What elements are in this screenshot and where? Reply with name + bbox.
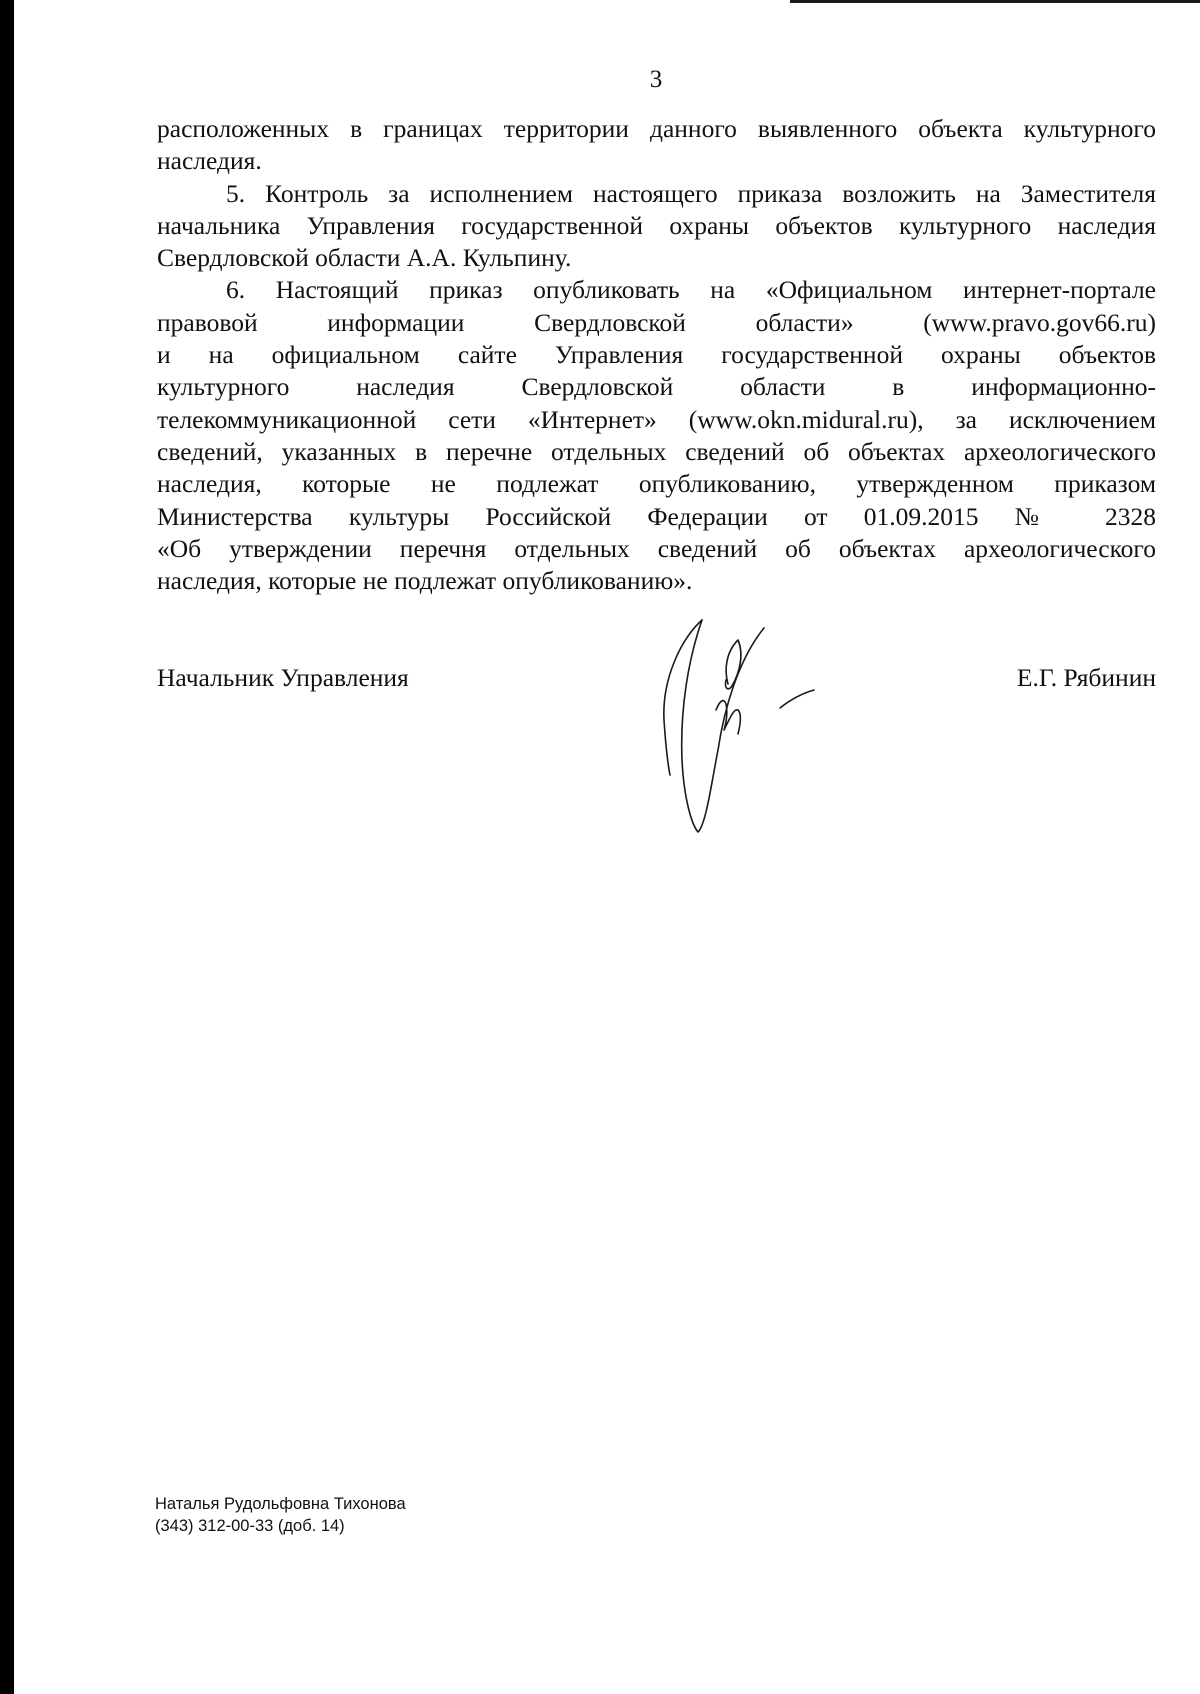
scan-edge-top [790,0,1200,3]
text-line: наследия, которые не подлежат опубликованию». [157,566,693,596]
text-line: телекоммуникационной сети «Интернет» (www.okn.midural.ru), за исключением [157,404,1156,434]
text-line: «Об утверждении перечня отдельных сведений об объектах археологического [157,533,1156,563]
handwritten-signature [640,600,840,850]
executor-info [155,1493,406,1537]
text-line: начальника Управления государственной охраны объектов культурного наследия [157,210,1156,240]
text-line: правовой информации Свердловской области» (www.pravo.gov66.ru) [157,307,1156,337]
text-line: 5. Контроль за исполнением настоящего приказа возложить на Заместителя [226,178,1156,208]
text-line: наследия, которые не подлежат опубликованию, утвержденном приказом [157,469,1156,499]
body-text [157,113,1156,597]
text-line: сведений, указанных в перечне отдельных сведений об объектах археологического [157,436,1156,466]
text-line: и на официальном сайте Управления государственной охраны объектов [157,340,1156,370]
executor-phone: (343) 312-00-33 (доб. 14) [155,1517,345,1535]
executor-name: Наталья Рудольфовна Тихонова [155,1495,406,1513]
text-line: 6. Настоящий приказ опубликовать на «Официальном интернет-портале [226,275,1156,305]
text-line: Свердловской области А.А. Кульпину. [157,243,572,273]
text-line: культурного наследия Свердловской области в информационно- [157,372,1156,402]
text-line: Министерства культуры Российской Федерации от 01.09.2015 № 2328 [157,501,1156,531]
text-line: наследия. [157,146,262,176]
signatory-name: Е.Г. Рябинин [1016,663,1156,692]
text-line: расположенных в границах территории данного выявленного объекта культурного [157,114,1156,143]
signatory-title: Начальник Управления [157,663,409,692]
scan-edge-left [0,0,14,1694]
page-number: 3 [649,66,663,93]
